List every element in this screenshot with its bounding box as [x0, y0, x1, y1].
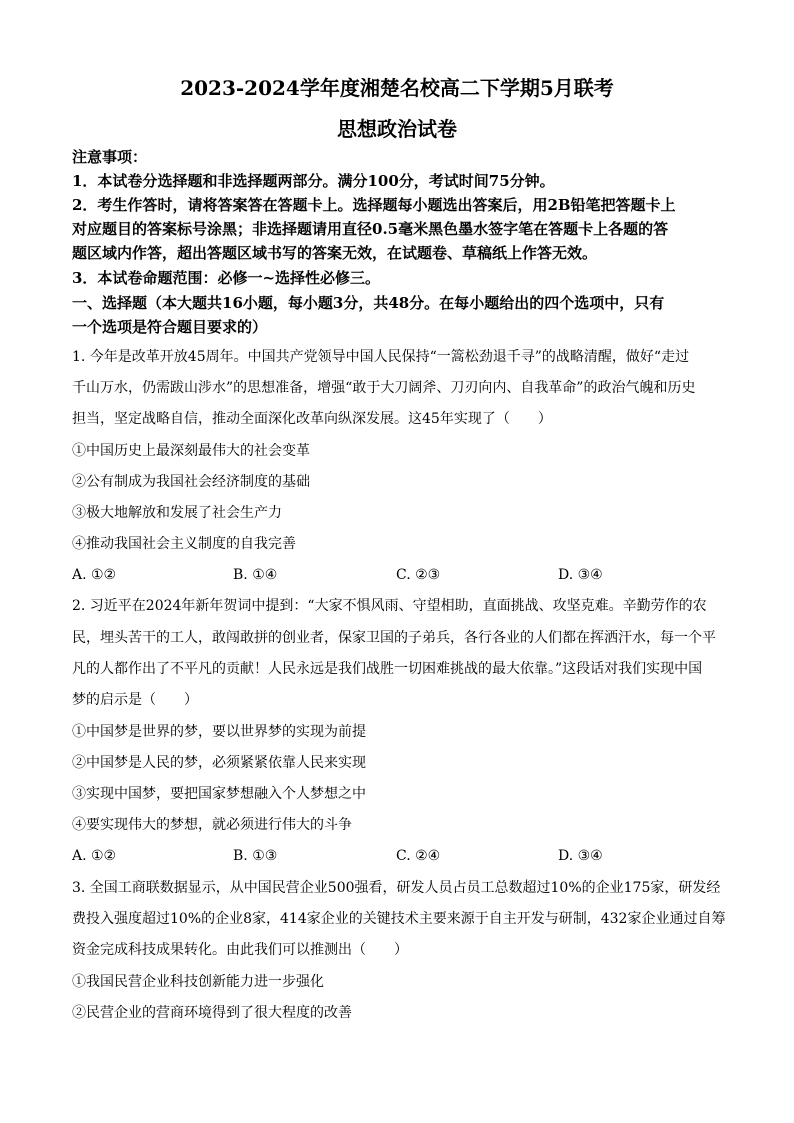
note-2-line-3: 题区域内作答，超出答题区域书写的答案无效，在试题卷、草稿纸上作答无效。 — [72, 244, 598, 262]
exam-title: 2023-2024学年度湘楚名校高二下学期5月联考 — [180, 76, 614, 100]
q3-stem-line-2: 费投入强度超过10%的企业8家，414家企业的关键技术主要来源于自主开发与研制，432家企业通过自筹 — [72, 911, 726, 927]
q1-option-b[interactable]: B. ①④ — [233, 567, 278, 583]
q2-option-a[interactable]: A. ①② — [72, 848, 117, 864]
q1-option-d[interactable]: D. ③④ — [558, 567, 603, 583]
q1-stem-line-3: 担当，坚定战略自信，推动全面深化改革向纵深发展。这45年实现了（ ） — [72, 411, 552, 427]
q2-option-d[interactable]: D. ③④ — [558, 848, 603, 864]
q2-statement-3: ③实现中国梦，要把国家梦想融入个人梦想之中 — [72, 786, 366, 802]
note-2-line-1: 2．考生作答时，请将答案答在答题卡上。选择题每小题选出答案后，用2B铅笔把答题卡上 — [72, 196, 676, 214]
note-3: 3．本试卷命题范围：必修一~选择性必修三。 — [72, 269, 381, 287]
q1-statement-3: ③极大地解放和发展了社会生产力 — [72, 505, 282, 521]
q3-statement-1: ①我国民营企业科技创新能力进一步强化 — [72, 974, 324, 990]
q1-option-a[interactable]: A. ①② — [72, 567, 117, 583]
q1-stem-line-1: 1. 今年是改革开放45周年。中国共产党领导中国人民保持“一篙松劲退千寻”的战略清醒，做好“走过 — [72, 349, 690, 365]
section-heading-line-2: 一个选项是符合题目要求的） — [72, 318, 268, 336]
exam-subtitle: 思想政治试卷 — [337, 117, 457, 141]
q1-statement-2: ②公有制成为我国社会经济制度的基础 — [72, 474, 310, 490]
note-2-line-2: 对应题目的答案标号涂黑；非选择题请用直径0.5毫米黑色墨水签字笔在答题卡上各题的答 — [72, 220, 669, 238]
q2-stem-line-3: 凡的人都作出了不平凡的贡献！人民永远是我们战胜一切困难挑战的最大依靠。”这段话对我们实现中国 — [72, 661, 703, 677]
q2-statement-2: ②中国梦是人民的梦，必须紧紧依靠人民来实现 — [72, 755, 366, 771]
q2-statement-4: ④要实现伟大的梦想，就必须进行伟大的斗争 — [72, 817, 352, 833]
q2-stem-line-2: 民，埋头苦干的工人，敢闯敢拼的创业者，保家卫国的子弟兵，各行各业的人们都在挥洒汗水，每一个平 — [72, 630, 716, 646]
q1-statement-1: ①中国历史上最深刻最伟大的社会变革 — [72, 443, 310, 459]
note-1: 1．本试卷分选择题和非选择题两部分。满分100分，考试时间75分钟。 — [72, 172, 555, 190]
q2-option-c[interactable]: C. ②④ — [396, 848, 441, 864]
q2-statement-1: ①中国梦是世界的梦，要以世界梦的实现为前提 — [72, 724, 366, 740]
q3-stem-line-1: 3. 全国工商联数据显示，从中国民营企业500强看，研发人员占员工总数超过10%的企业175家，研发经 — [72, 880, 721, 896]
section-heading-line-1: 一、选择题（本大题共16小题，每小题3分，共48分。在每小题给出的四个选项中，只有 — [72, 294, 665, 312]
q1-stem-line-2: 千山万水，仍需跋山涉水”的思想准备，增强“敢于大刀阔斧、刀刃向内、自我革命”的政治气魄和历史 — [72, 380, 696, 396]
q2-stem-line-1: 2. 习近平在2024年新年贺词中提到：“大家不惧风雨、守望相助，直面挑战、攻坚克难。辛勤劳作的农 — [72, 598, 707, 614]
q2-stem-line-4: 梦的启示是（ ） — [72, 692, 198, 708]
q2-option-b[interactable]: B. ①③ — [233, 848, 278, 864]
notes-heading: 注意事项： — [72, 148, 148, 166]
q1-option-c[interactable]: C. ②③ — [396, 567, 441, 583]
q3-stem-line-3: 资金完成科技成果转化。由此我们可以推测出（ ） — [72, 942, 408, 958]
q3-statement-2: ②民营企业的营商环境得到了很大程度的改善 — [72, 1005, 352, 1021]
q1-statement-4: ④推动我国社会主义制度的自我完善 — [72, 536, 296, 552]
